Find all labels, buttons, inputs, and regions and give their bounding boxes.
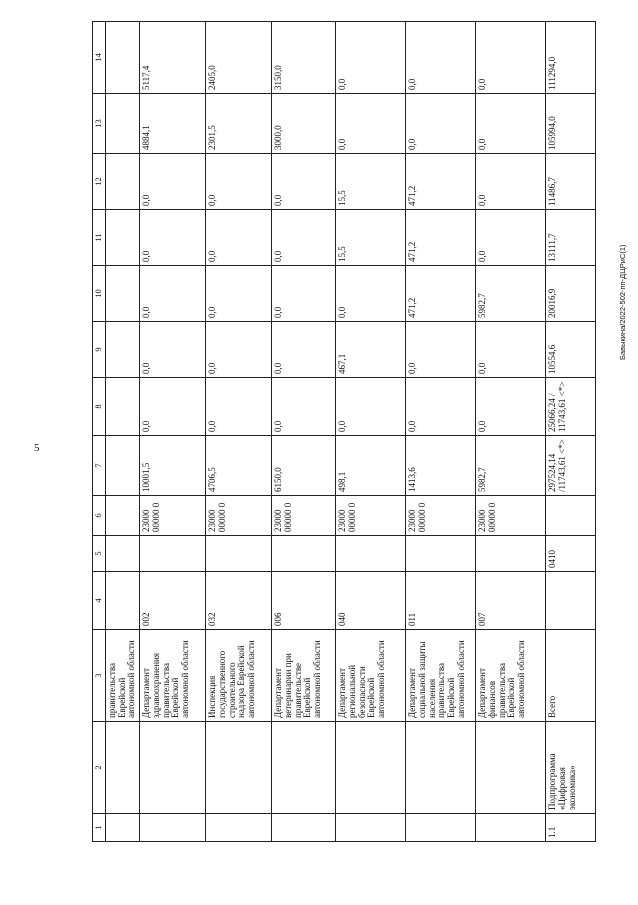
cell-col-12: 0,0 (272, 154, 336, 210)
cell-col-11: 0,0 (140, 210, 206, 266)
table-row (272, 22, 336, 842)
table-row (406, 22, 476, 842)
cell-col-14 (106, 22, 140, 94)
cell-col-2 (272, 722, 336, 814)
cell-col-1 (406, 814, 476, 842)
cell-col-10: 0,0 (272, 266, 336, 322)
cell-col-11: 0,0 (272, 210, 336, 266)
cell-col-8 (106, 378, 140, 436)
cell-col-10: 471,2 (406, 266, 476, 322)
column-header: 8 (93, 378, 106, 436)
cell-col-14: 0,0 (336, 22, 406, 94)
cell-col-14: 111294,0 (546, 22, 596, 94)
cell-col-3: Инспекция государственного строительного надзора Еврейской автономной области (206, 630, 272, 722)
cell-col-3: Департамент социальной защиты населения правительства Еврейской автономной области (406, 630, 476, 722)
cell-col-13 (106, 94, 140, 154)
cell-col-5 (406, 536, 476, 572)
table-row (546, 22, 596, 842)
cell-col-13: 0,0 (336, 94, 406, 154)
cell-col-5 (272, 536, 336, 572)
cell-col-1 (476, 814, 546, 842)
cell-col-14: 5117,4 (140, 22, 206, 94)
cell-col-13: 3000,0 (272, 94, 336, 154)
cell-col-14: 0,0 (406, 22, 476, 94)
cell-col-7: 10001,5 (140, 436, 206, 496)
cell-col-1 (206, 814, 272, 842)
cell-col-7: 498,1 (336, 436, 406, 496)
cell-col-10: 0,0 (336, 266, 406, 322)
cell-col-6: 23000 00000 0 (406, 496, 476, 536)
column-header: 9 (93, 322, 106, 378)
table-row (476, 22, 546, 842)
cell-col-14: 3150,0 (272, 22, 336, 94)
cell-col-10: 0,0 (206, 266, 272, 322)
column-header: 2 (93, 722, 106, 814)
cell-col-7: 297524,14 /11743,61 <*> (546, 436, 596, 496)
cell-col-13: 4884,1 (140, 94, 206, 154)
cell-col-6: 23000 00000 0 (476, 496, 546, 536)
cell-col-10: 20016,9 (546, 266, 596, 322)
cell-col-1 (106, 814, 140, 842)
cell-col-8: 0,0 (140, 378, 206, 436)
cell-col-6: 23000 00000 0 (272, 496, 336, 536)
cell-col-4: 032 (206, 572, 272, 630)
cell-col-10: 5982,7 (476, 266, 546, 322)
column-header: 10 (93, 266, 106, 322)
column-header: 6 (93, 496, 106, 536)
cell-col-3: Департамент финансов правительства Еврейской автономной области (476, 630, 546, 722)
cell-col-9: 0,0 (406, 322, 476, 378)
cell-col-9 (106, 322, 140, 378)
cell-col-9: 0,0 (206, 322, 272, 378)
cell-col-11: 0,0 (476, 210, 546, 266)
cell-col-1 (140, 814, 206, 842)
cell-col-5 (476, 536, 546, 572)
cell-col-4: 006 (272, 572, 336, 630)
cell-col-2 (106, 722, 140, 814)
cell-col-5 (106, 536, 140, 572)
cell-col-14: 0,0 (476, 22, 546, 94)
cell-col-7: 5982,7 (476, 436, 546, 496)
cell-col-3: Департамент ветеринарии при правительстве Еврейской автономной области (272, 630, 336, 722)
column-header: 4 (93, 572, 106, 630)
cell-col-12: 11486,7 (546, 154, 596, 210)
cell-col-4: 002 (140, 572, 206, 630)
cell-col-11: 15,5 (336, 210, 406, 266)
cell-col-13: 0,0 (406, 94, 476, 154)
budget-table (92, 21, 596, 842)
cell-col-7: 1413,6 (406, 436, 476, 496)
cell-col-11 (106, 210, 140, 266)
cell-col-8: 25066,24 / 11743,61 <*> (546, 378, 596, 436)
table-row (336, 22, 406, 842)
cell-col-3: Департамент региональной безопасности Еврейской автономной области (336, 630, 406, 722)
cell-col-2 (406, 722, 476, 814)
cell-col-13: 0,0 (476, 94, 546, 154)
cell-col-12: 15,5 (336, 154, 406, 210)
column-header: 7 (93, 436, 106, 496)
cell-col-12: 0,0 (206, 154, 272, 210)
column-header: 3 (93, 630, 106, 722)
cell-col-1: 1.1 (546, 814, 596, 842)
page-number: 5 (34, 442, 40, 454)
cell-col-9: 0,0 (272, 322, 336, 378)
cell-col-14: 2405,0 (206, 22, 272, 94)
cell-col-4 (106, 572, 140, 630)
column-header: 11 (93, 210, 106, 266)
cell-col-12: 0,0 (140, 154, 206, 210)
cell-col-5: 0410 (546, 536, 596, 572)
cell-col-5 (336, 536, 406, 572)
cell-col-4: 011 (406, 572, 476, 630)
cell-col-7: 6150,0 (272, 436, 336, 496)
cell-col-3: правительства Еврейской автономной области (106, 630, 140, 722)
cell-col-6 (106, 496, 140, 536)
cell-col-11: 0,0 (206, 210, 272, 266)
cell-col-4 (546, 572, 596, 630)
cell-col-9: 0,0 (476, 322, 546, 378)
cell-col-2 (476, 722, 546, 814)
cell-col-3: Всего (546, 630, 596, 722)
cell-col-13: 105994,0 (546, 94, 596, 154)
column-header: 1 (93, 814, 106, 842)
cell-col-4: 040 (336, 572, 406, 630)
cell-col-6: 23000 00000 0 (140, 496, 206, 536)
cell-col-11: 13111,7 (546, 210, 596, 266)
column-header: 12 (93, 154, 106, 210)
cell-col-4: 007 (476, 572, 546, 630)
cell-col-2 (140, 722, 206, 814)
cell-col-12: 0,0 (476, 154, 546, 210)
cell-col-9: 10554,6 (546, 322, 596, 378)
cell-col-2 (336, 722, 406, 814)
cell-col-5 (140, 536, 206, 572)
cell-col-8: 0,0 (272, 378, 336, 436)
cell-col-13: 2301,5 (206, 94, 272, 154)
column-header: 5 (93, 536, 106, 572)
cell-col-6: 23000 00000 0 (336, 496, 406, 536)
rotated-table-container (92, 22, 587, 842)
cell-col-3: Департамент здравоохранения правительства Еврейской автономной области (140, 630, 206, 722)
cell-col-2 (206, 722, 272, 814)
cell-col-8: 0,0 (476, 378, 546, 436)
header-row (93, 22, 106, 842)
cell-col-5 (206, 536, 272, 572)
column-header: 14 (93, 22, 106, 94)
cell-col-8: 0,0 (406, 378, 476, 436)
document-code: Бавыкина/2022-502-пп-ДЦРиС(1) (618, 244, 627, 360)
cell-col-9: 0,0 (140, 322, 206, 378)
table-row (140, 22, 206, 842)
cell-col-10 (106, 266, 140, 322)
cell-col-2: Подпрограмма «Цифровая экономика» (546, 722, 596, 814)
cell-col-6: 23000 00000 0 (206, 496, 272, 536)
cell-col-7 (106, 436, 140, 496)
column-header: 13 (93, 94, 106, 154)
table-row (106, 22, 140, 842)
cell-col-1 (272, 814, 336, 842)
table-row (206, 22, 272, 842)
cell-col-1 (336, 814, 406, 842)
cell-col-10: 0,0 (140, 266, 206, 322)
cell-col-12 (106, 154, 140, 210)
cell-col-8: 0,0 (206, 378, 272, 436)
cell-col-6 (546, 496, 596, 536)
cell-col-12: 471,2 (406, 154, 476, 210)
cell-col-11: 471,2 (406, 210, 476, 266)
cell-col-7: 4706,5 (206, 436, 272, 496)
cell-col-9: 467,1 (336, 322, 406, 378)
cell-col-8: 0,0 (336, 378, 406, 436)
